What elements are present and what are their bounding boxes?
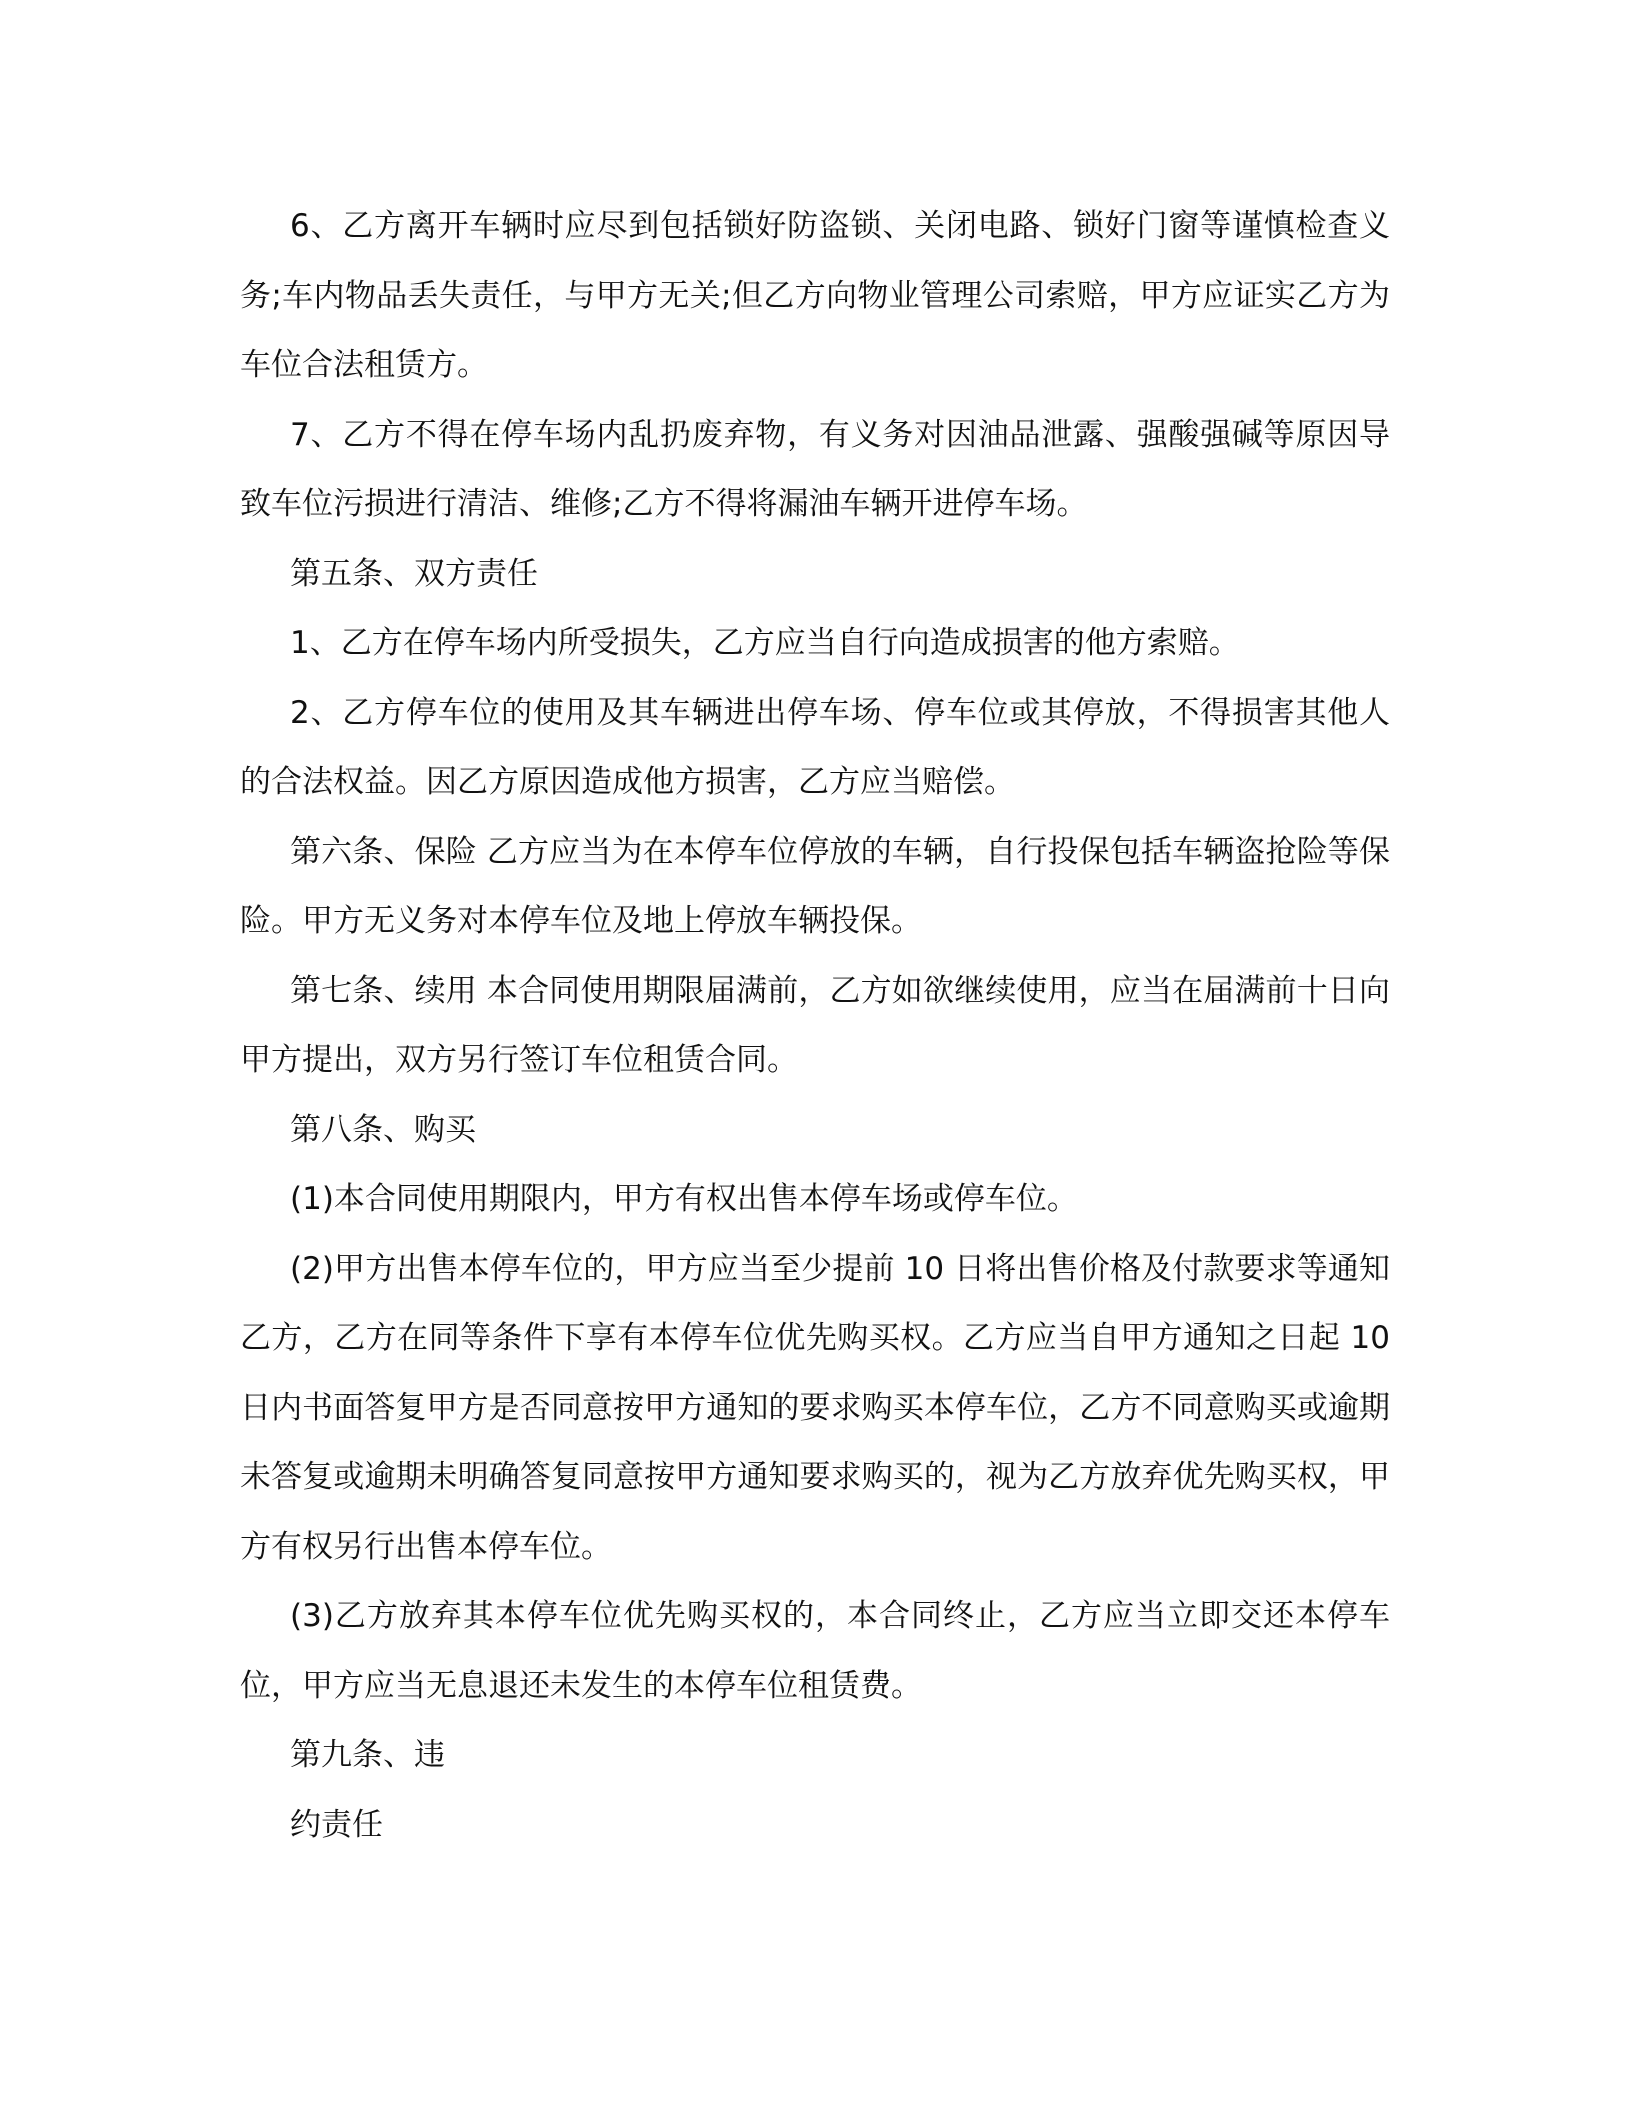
paragraph-clause-7: 7、乙方不得在停车场内乱扔废弃物，有义务对因油品泄露、强酸强碱等原因导致车位污损进行清洁、维修;乙方不得将漏油车辆开进停车场。	[240, 416, 1390, 522]
paragraph-clause-6: 6、乙方离开车辆时应尽到包括锁好防盗锁、关闭电路、锁好门窗等谨慎检查义务;车内物品丢失责任，与甲方无关;但乙方向物业管理公司索赔，甲方应证实乙方为车位合法租赁方。	[240, 208, 1390, 383]
paragraph-article-6-insurance: 第六条、保险 乙方应当为在本停车位停放的车辆，自行投保包括车辆盗抢险等保险。甲方无义务对本停车位及地上停放车辆投保。	[240, 833, 1390, 939]
paragraph-article-8-item-2: (2)甲方出售本停车位的，甲方应当至少提前 10 日将出售价格及付款要求等通知乙方，乙方在同等条件下享有本停车位优先购买权。乙方应当自甲方通知之日起 10 日内书面答复甲方是否同意按甲方通知的要求购买本停车位，乙方不同意购买或逾期未答复或逾期未明确答复同意按甲方通知要求购买的，视为乙方放弃优先购买权，甲方有权另行出售本停车位。	[240, 1250, 1390, 1565]
heading-article-8: 第八条、购买	[290, 1111, 476, 1148]
paragraph-article-5-item-1: 1、乙方在停车场内所受损失，乙方应当自行向造成损害的他方索赔。	[290, 625, 1240, 661]
paragraph-article-7-renewal: 第七条、续用 本合同使用期限届满前，乙方如欲继续使用，应当在届满前十日向甲方提出，双方另行签订车位租赁合同。	[240, 972, 1390, 1078]
document-body	[240, 192, 1390, 1860]
heading-article-9-part-2: 约责任	[290, 1806, 383, 1843]
heading-article-5: 第五条、双方责任	[290, 555, 538, 592]
paragraph-article-5-item-2: 2、乙方停车位的使用及其车辆进出停车场、停车位或其停放，不得损害其他人的合法权益。因乙方原因造成他方损害，乙方应当赔偿。	[240, 694, 1390, 800]
heading-article-9-part-1: 第九条、违	[290, 1737, 445, 1773]
paragraph-article-8-item-3: (3)乙方放弃其本停车位优先购买权的，本合同终止，乙方应当立即交还本停车位，甲方应当无息退还未发生的本停车位租赁费。	[240, 1598, 1390, 1704]
paragraph-article-8-item-1: (1)本合同使用期限内，甲方有权出售本停车场或停车位。	[290, 1181, 1078, 1217]
